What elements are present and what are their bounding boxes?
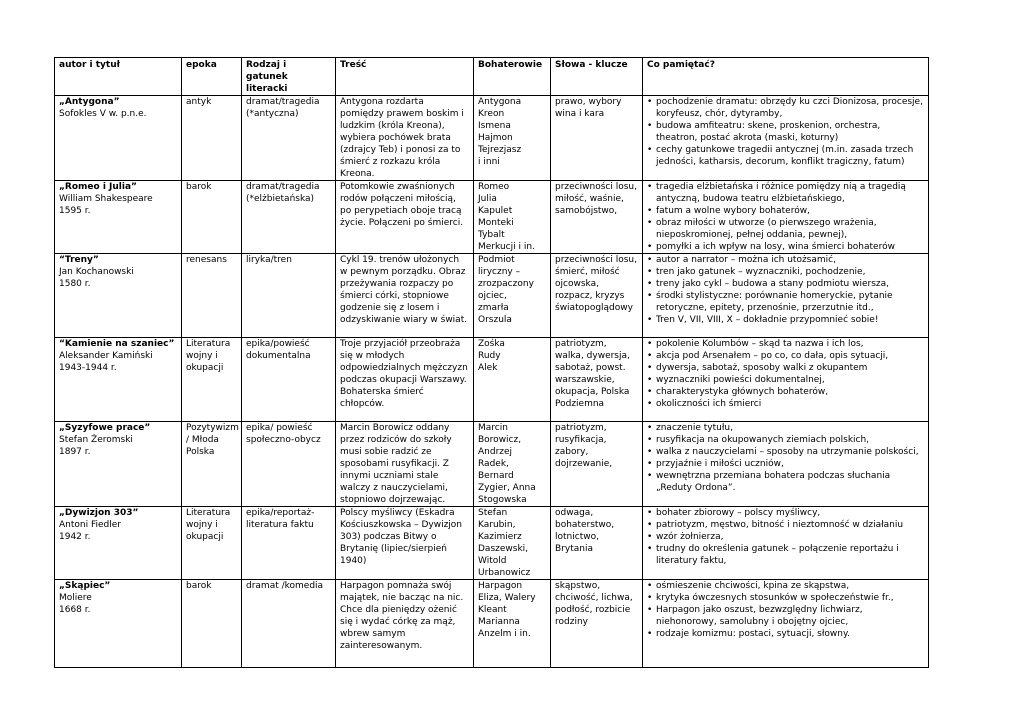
hero-name: Kapulet [478,206,513,216]
epoch-cell: barok [182,181,242,254]
work-author: Sofokles V w. p.n.e. [59,109,147,119]
note-item: • cechy gatunkowe tragedii antycznej (m.in. zasada trzech jedności, katharsis, decorum, konflikt tragiczny, fatum) [647,144,924,168]
hero-name: Stefan [478,508,508,518]
keywords-cell: patriotyzm, rusyfikacja, zabory, dojrzewanie, [551,422,643,507]
hero-name: Urbanowicz [478,568,531,578]
work-year: 1943-1944 r. [59,363,117,373]
author-title-cell [55,338,182,422]
notes-list [647,422,924,494]
note-item: • treny jako cykl – budowa a stany podmiotu wiersza, [647,278,924,290]
header-notes: Co pamiętać? [643,58,929,96]
note-item: • dywersja, sabotaż, sposoby walki z okupantem [647,362,924,374]
author-title-cell [55,422,182,507]
note-item: • fatum a wolne wybory bohaterów, [647,205,924,217]
hero-name: Harpagon [478,581,523,591]
note-item: • krytyka ówczesnych stosunków w społeczeństwie fr., [647,592,924,604]
hero-name: Tybalt [478,230,505,240]
note-item: • bohater zbiorowy – polscy myśliwcy, [647,507,924,519]
note-item: • przyjaźnie i miłości uczniów, [647,458,924,470]
genre-cell: dramat/tragedia (*antyczna) [242,96,336,181]
work-title: „Syzyfowe prace” [59,423,151,433]
note-item: • tren jako gatunek – wyznaczniki, pochodzenie, [647,266,924,278]
note-item: • tragedia elżbietańska i różnice pomiędzy nią a tragedią antyczną, budowa teatru elżbietańskiego, [647,181,924,205]
author-title-cell [55,181,182,254]
hero-name: Stogowska [478,495,527,505]
notes-list [647,338,924,410]
hero-name: Daszewski, [478,544,529,554]
notes-cell [643,580,929,668]
header-content: Treść [336,58,474,96]
hero-name: Zośka [478,339,505,349]
hero-name: ojciec, [478,291,507,301]
work-title: “Treny” [59,255,99,265]
note-item: • charakterystyka głównych bohaterów, [647,386,924,398]
work-author: Antoni Fiedler [59,520,121,530]
work-author: Stefan Żeromski [59,435,133,445]
work-year: 1668 r. [59,605,91,615]
hero-name: Merkucji i in. [478,242,535,252]
notes-cell [643,96,929,181]
work-title: “Kamienie na szaniec” [59,339,175,349]
notes-list [647,507,924,567]
epoch-cell: barok [182,580,242,668]
header-heroes: Bohaterowie [474,58,551,96]
keywords-cell: przeciwności losu, miłość, waśnie, samobójstwo, [551,181,643,254]
hero-name: Borowicz, [478,435,522,445]
hero-name: Monteki [478,218,514,228]
heroes-cell [474,96,551,181]
work-title: „Dywizjon 303” [59,508,139,518]
work-year: 1897 r. [59,447,91,457]
notes-list [647,181,924,253]
notes-cell [643,254,929,338]
note-item: • wewnętrzna przemiana bohatera podczas słuchania „Reduty Ordona”. [647,470,924,494]
hero-name: Tejrezjasz [478,145,522,155]
hero-name: Kreon [478,109,505,119]
hero-name: Julia [478,194,497,204]
hero-name: zrozpaczony [478,279,534,289]
author-title-cell [55,96,182,181]
epoch-cell: Literatura wojny i okupacji [182,338,242,422]
note-item: • wzór żołnierza, [647,531,924,543]
hero-name: Alek [478,363,498,373]
hero-name: Romeo [478,182,510,192]
table-row [55,338,929,422]
epoch-cell: Pozytywizm / Młoda Polska [182,422,242,507]
note-item: • Tren V, VII, VIII, X – dokładnie przypomnieć sobie! [647,314,924,326]
genre-cell: epika/reportaż- literatura faktu [242,507,336,580]
heroes-cell [474,422,551,507]
content-cell: Potomkowie zwaśnionych rodów połączeni miłością, po perypetiach oboje tracą życie. Połączeni po śmierci. [336,181,474,254]
table-row [55,96,929,181]
epoch-cell: antyk [182,96,242,181]
work-title: „Antygona” [59,97,120,107]
note-item: • walka z nauczycielami – sposoby na utrzymanie polskości, [647,446,924,458]
heroes-cell [474,580,551,668]
header-genre: Rodzaj i gatunek literacki [242,58,336,96]
content-cell: Antygona rozdarta pomiędzy prawem boskim i ludzkim (króla Kreona), wybiera pochówek brata (zdrajcy Teb) i ponosi za to śmierć z rozkazu króla Kreona. [336,96,474,181]
hero-name: Kazimierz [478,532,522,542]
heroes-cell [474,181,551,254]
work-title: „Skąpiec” [59,581,111,591]
note-item: • obraz miłości w utworze (o pierwszego wrażenia, nieposkromionej, pełnej oddania, pewnej), [647,217,924,241]
hero-name: Marianna [478,617,520,627]
hero-name: Karubin, [478,520,516,530]
note-item: • środki stylistyczne: porównanie homeryckie, pytanie retoryczne, epitety, przenośnie, przerzutnie itd., [647,290,924,314]
note-item: • trudny do określenia gatunek – połączenie reportażu i literatury faktu, [647,543,924,567]
hero-name: Podmiot liryczny – [478,255,521,277]
table-row [55,507,929,580]
genre-cell: liryka/tren [242,254,336,338]
genre-cell: dramat/tragedia (*elżbietańska) [242,181,336,254]
work-year: 1595 r. [59,206,91,216]
note-item: • rodzaje komizmu: postaci, sytuacji, słowny. [647,628,924,640]
heroes-cell [474,507,551,580]
notes-cell [643,181,929,254]
notes-list [647,580,924,640]
hero-name: Antygona [478,97,522,107]
notes-cell [643,338,929,422]
genre-cell: epika/powieść dokumentalna [242,338,336,422]
work-author: Moliere [59,593,92,603]
note-item: • autor a narrator – można ich utożsamić, [647,254,924,266]
work-year: 1942 r. [59,532,91,542]
hero-name: Hajmon [478,133,513,143]
content-cell: Harpagon pomnaża swój majątek, nie bacząc na nic. Chce dla pieniędzy ożenić się i wydać córkę za mąż, wbrew samym zainteresowanym. [336,580,474,668]
header-row [55,58,929,96]
note-item: • znaczenie tytułu, [647,422,924,434]
content-cell: Marcin Borowicz oddany przez rodziców do szkoły musi sobie radzić ze sposobami rusyfikacji. Z innymi uczniami stale walczy z nauczycielami, stopniowo dojrzewając. [336,422,474,507]
hero-name: Zygier, Anna [478,483,536,493]
table-row [55,181,929,254]
note-item: • pomyłki a ich wpływ na losy, wina śmierci bohaterów [647,241,924,253]
hero-name: Orszula [478,315,512,325]
note-item: • okoliczności ich śmierci [647,398,924,410]
header-author-title: autor i tytuł [55,58,182,96]
notes-cell [643,507,929,580]
content-cell: Cykl 19. trenów ułożonych w pewnym porządku. Obraz przeżywania rozpaczy po śmierci córki, stopniowe godzenie się z losem i odzyskiwanie wiary w świat. [336,254,474,338]
note-item: • rusyfikacja na okupowanych ziemiach polskich, [647,434,924,446]
table-row [55,254,929,338]
header-keywords: Słowa - klucze [551,58,643,96]
table-row [55,580,929,668]
hero-name: Anzelm i in. [478,629,531,639]
hero-name: Rudy [478,351,501,361]
note-item: • pokolenie Kolumbów – skąd ta nazwa i ich los, [647,338,924,350]
keywords-cell: patriotyzm, walka, dywersja, sabotaż, powst. warszawskie, okupacja, Polska Podziemna [551,338,643,422]
keywords-cell: przeciwności losu, śmierć, miłość ojcowska, rozpacz, kryzys światopoglądowy [551,254,643,338]
hero-name: Andrzej [478,447,513,457]
hero-name: Ismena [478,121,511,131]
note-item: • akcja pod Arsenałem – po co, co dała, opis sytuacji, [647,350,924,362]
hero-name: Witold [478,556,507,566]
genre-cell: epika/ powieść społeczno-obycz [242,422,336,507]
genre-cell: dramat /komedia [242,580,336,668]
work-author: Jan Kochanowski [59,267,134,277]
notes-cell [643,422,929,507]
literature-table [54,57,929,668]
hero-name: Eliza, Walery [478,593,536,603]
notes-list [647,96,924,168]
header-epoch: epoka [182,58,242,96]
note-item: • wyznaczniki powieści dokumentalnej, [647,374,924,386]
work-author: William Shakespeare [59,194,153,204]
hero-name: Radek, [478,459,509,469]
hero-name: Marcin [478,423,508,433]
content-cell: Polscy myśliwcy (Eskadra Kościuszkowska – Dywizjon 303) podczas Bitwy o Brytanię (lipiec/sierpień 1940) [336,507,474,580]
work-title: „Romeo i Julia” [59,182,137,192]
keywords-cell: prawo, wybory wina i kara [551,96,643,181]
table-row [55,422,929,507]
keywords-cell: odwaga, bohaterstwo, lotnictwo, Brytania [551,507,643,580]
author-title-cell [55,254,182,338]
content-cell: Troje przyjaciół przeobraża się w młodych odpowiedzialnych mężczyzn podczas okupacji Warszawy. Bohaterska śmierć chłopców. [336,338,474,422]
notes-list [647,254,924,326]
note-item: • Harpagon jako oszust, bezwzględny lichwiarz, niehonorowy, samolubny i obojętny ojciec, [647,604,924,628]
work-year: 1580 r. [59,279,91,289]
note-item: • patriotyzm, męstwo, bitność i nieztomność w działaniu [647,519,924,531]
hero-name: Kleant [478,605,507,615]
note-item: • ośmieszenie chciwości, kpina ze skąpstwa, [647,580,924,592]
hero-name: zmarła [478,303,509,313]
author-title-cell [55,580,182,668]
work-author: Aleksander Kamiński [59,351,153,361]
hero-name: i inni [478,157,500,167]
author-title-cell [55,507,182,580]
note-item: • pochodzenie dramatu: obrzędy ku czci Dionizosa, procesje, koryfeusz, chór, dytyramby, [647,96,924,120]
note-item: • budowa amfiteatru: skene, proskenion, orchestra, theatron, postać akrota (maski, koturny) [647,120,924,144]
heroes-cell [474,338,551,422]
hero-name: Bernard [478,471,514,481]
keywords-cell: skąpstwo, chciwość, lichwa, podłość, rozbicie rodziny [551,580,643,668]
heroes-cell [474,254,551,338]
epoch-cell: renesans [182,254,242,338]
epoch-cell: Literatura wojny i okupacji [182,507,242,580]
